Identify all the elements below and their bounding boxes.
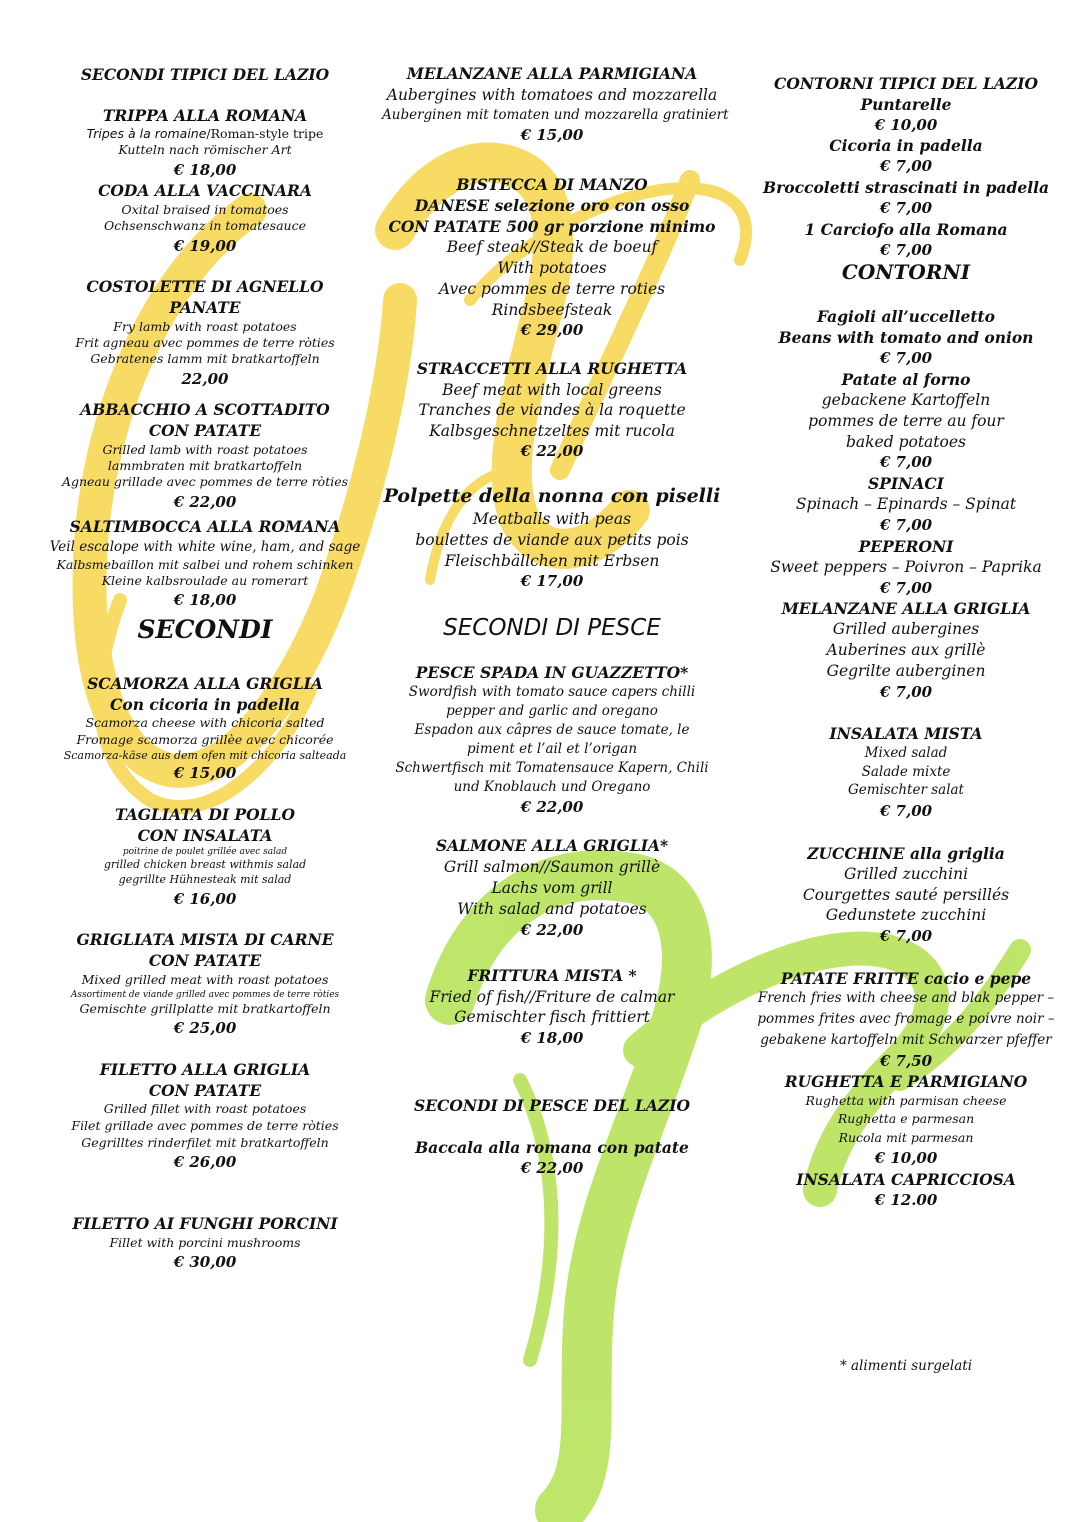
dish-description [40, 127, 370, 141]
column-piatti-e-pesce [382, 0, 729, 1522]
dish-price: € 7,00 [879, 516, 933, 534]
dish-price: € 17,00 [520, 572, 584, 590]
dish-description: Gemischter salat [847, 782, 964, 798]
dish-description: Salade mixte [861, 764, 951, 780]
dish-description: Scamorza-käse aus dem ofen mit chicoria salteada [63, 749, 347, 762]
dish-name: Cicoria in padella [829, 136, 983, 155]
dish-price: € 22,00 [520, 1159, 584, 1177]
dish-description: pepper and garlic and oregano [446, 703, 658, 719]
dish-price: € 29,00 [520, 321, 584, 339]
dish-price: € 7,00 [879, 157, 933, 175]
dish-name: Beans with tomato and onion [778, 328, 1034, 347]
dish-description: Kalbsmebaillon mit salbei und rohem schinken [56, 557, 354, 572]
dish-price: € 7,00 [879, 927, 933, 945]
column-secondi [40, 0, 370, 1522]
dish-name: Broccoletti strascinati in padella [762, 178, 1050, 197]
dish-price: € 19,00 [173, 237, 237, 255]
dish-description: Rughetta with parmisan cheese [805, 1093, 1007, 1108]
column-contorni [740, 0, 1072, 1522]
dish-price: 22,00 [181, 370, 229, 388]
dish-description: Schwertfisch mit Tomatensauce Kapern, Chili [395, 760, 709, 776]
dish-description: und Knoblauch und Oregano [453, 779, 651, 795]
section-header-contorni: CONTORNI [841, 260, 971, 284]
dish-price: € 7,00 [879, 802, 933, 820]
dish-description: Fried of fish//Friture de calmar [429, 988, 675, 1006]
dish-description: Tranches de viandes à la roquette [418, 401, 686, 419]
dish-name: SPINACI [868, 474, 944, 493]
section-header-secondi-pesce: SECONDI DI PESCE [443, 615, 661, 641]
dish-description-part: /Roman-style tripe [206, 126, 324, 141]
dish-description: Rughetta e parmesan [837, 1111, 975, 1126]
dish-description: Filet grillade avec pommes de terre ròties [71, 1118, 339, 1133]
dish-description: Fry lamb with roast potatoes [113, 319, 297, 334]
dish-description: Mixed grilled meat with roast potatoes [81, 972, 329, 987]
dish-description: With potatoes [497, 259, 607, 277]
dish-description: gebackene Kartoffeln [821, 391, 991, 409]
dish-name: PESCE SPADA IN GUAZZETTO* [415, 663, 689, 682]
dish-price: € 7,50 [879, 1052, 933, 1070]
dish-name: Baccala alla romana con patate [415, 1138, 689, 1157]
dish-description: Beef steak//Steak de boeuf [446, 238, 658, 256]
dish-description: Kutteln nach römischer Art [118, 142, 292, 157]
dish-description: Courgettes sauté persillés [802, 886, 1010, 904]
dish-description-part: Tripes à la romaine [86, 126, 207, 141]
dish-price: € 15,00 [520, 126, 584, 144]
dish-name: MELANZANE ALLA PARMIGIANA [406, 64, 698, 83]
dish-price: € 26,00 [173, 1153, 237, 1171]
dish-description: Oxital braised in tomatoes [121, 202, 289, 217]
dish-description: Rindsbeefsteak [491, 301, 613, 319]
dish-description: French fries with cheese and blak pepper – [757, 990, 1055, 1006]
dish-description: Aubergines with tomatoes and mozzarella [386, 86, 718, 104]
dish-name: ZUCCHINE alla griglia [807, 844, 1005, 863]
section-header-secondi: SECONDI [137, 615, 273, 644]
dish-price: € 15,00 [173, 764, 237, 782]
dish-name: ABBACCHIO A SCOTTADITO [80, 400, 330, 419]
dish-name: STRACCETTI ALLA RUGHETTA [416, 359, 688, 378]
dish-description: Fleischbällchen mit Erbsen [444, 552, 660, 570]
dish-price: € 18,00 [520, 1029, 584, 1047]
dish-price: € 10,00 [874, 116, 938, 134]
dish-description: Kleine kalbsroulade au romerart [101, 573, 309, 588]
dish-description: Agneau grillade avec pommes de terre ròties [61, 474, 349, 489]
dish-description: Gegrilltes rinderfilet mit bratkartoffeln [81, 1135, 329, 1150]
dish-description: gegrillte Hühnesteak mit salad [118, 873, 292, 886]
dish-description: Beef meat with local greens [442, 381, 662, 399]
dish-description: pommes de terre au four [808, 412, 1004, 430]
dish-name: Fagioli all’uccelletto [817, 307, 995, 326]
dish-name: 1 Carciofo alla Romana [804, 220, 1008, 239]
dish-price: € 7,00 [879, 349, 933, 367]
dish-description: Fillet with porcini mushrooms [109, 1235, 301, 1250]
dish-description: Assortiment de viande grilled avec pommes de terre ròties [70, 990, 340, 1000]
dish-price: € 7,00 [879, 241, 933, 259]
dish-name: SALMONE ALLA GRIGLIA* [435, 836, 669, 855]
dish-price: € 7,00 [879, 453, 933, 471]
dish-description: grilled chicken breast withmis salad [103, 858, 307, 871]
dish-name: DANESE selezione oro con osso [414, 196, 690, 215]
dish-name: INSALATA MISTA [829, 724, 983, 743]
dish-description: Rucola mit parmesan [838, 1130, 974, 1145]
dish-description: Grilled aubergines [832, 620, 980, 638]
dish-name: FRITTURA MISTA * [467, 966, 637, 985]
dish-description: Grilled lamb with roast potatoes [102, 442, 308, 457]
dish-name: PATATE FRITTE cacio e pepe [780, 969, 1032, 988]
dish-description: With salad and potatoes [457, 900, 647, 918]
dish-name: CON PATATE [148, 421, 262, 440]
dish-price: € 18,00 [173, 591, 237, 609]
dish-description: Spinach – Epinards – Spinat [795, 495, 1017, 513]
dish-name: Polpette della nonna con piselli [383, 485, 721, 507]
dish-description: Kalbsgeschnetzeltes mit rucola [429, 422, 675, 440]
dish-description: baked potatoes [846, 433, 966, 451]
dish-price: € 22,00 [173, 493, 237, 511]
dish-name: GRIGLIATA MISTA DI CARNE [76, 930, 334, 949]
dish-description: Frit agneau avec pommes de terre ròties [75, 335, 335, 350]
dish-price: € 22,00 [520, 798, 584, 816]
dish-price: € 10,00 [874, 1149, 938, 1167]
dish-name: TAGLIATA DI POLLO [115, 805, 295, 824]
dish-name: SCAMORZA ALLA GRIGLIA [87, 674, 323, 693]
dish-description: Veil escalope with white wine, ham, and sage [49, 539, 361, 555]
dish-name: PEPERONI [858, 537, 954, 556]
dish-description: Avec pommes de terre roties [438, 280, 666, 298]
dish-description: Mixed salad [864, 745, 948, 761]
dish-price: € 30,00 [173, 1253, 237, 1271]
dish-price: € 22,00 [520, 442, 584, 460]
dish-price: € 12.00 [874, 1191, 938, 1209]
dish-description: piment et l’ail et l’origan [466, 741, 638, 757]
dish-price: € 7,00 [879, 683, 933, 701]
dish-description: Gemischte grillplatte mit bratkartoffeln [79, 1001, 331, 1016]
dish-description: Grilled fillet with roast potatoes [103, 1101, 307, 1116]
dish-name: CON PATATE [148, 1081, 262, 1100]
dish-price: € 7,00 [879, 579, 933, 597]
dish-name: RUGHETTA E PARMIGIANO [784, 1072, 1028, 1091]
dish-name: Puntarelle [860, 95, 952, 114]
dish-description: gebakene kartoffeln mit Schwarzer pfeffer [760, 1032, 1052, 1048]
dish-description: Gemischter fisch frittiert [454, 1008, 650, 1026]
dish-name: INSALATA CAPRICCIOSA [796, 1170, 1016, 1189]
dish-price: € 25,00 [173, 1019, 237, 1037]
dish-price: € 16,00 [173, 890, 237, 908]
section-header-contorni-lazio: CONTORNI TIPICI DEL LAZIO [774, 74, 1038, 93]
dish-description: Gebratenes lamm mit bratkartoffeln [90, 351, 320, 366]
dish-description: Sweet peppers – Poivron – Paprika [770, 558, 1042, 576]
dish-name: COSTOLETTE DI AGNELLO [86, 277, 324, 296]
dish-name: FILETTO AI FUNGHI PORCINI [72, 1214, 338, 1233]
dish-description: Swordfish with tomato sauce capers chilli [408, 684, 696, 700]
dish-description: Grill salmon//Saumon grillè [443, 858, 661, 876]
dish-description: Gedunstete zucchini [825, 906, 987, 924]
dish-price: € 22,00 [520, 921, 584, 939]
dish-description: pommes frites avec fromage e poivre noir – [757, 1011, 1055, 1027]
dish-name: BISTECCA DI MANZO [456, 175, 648, 194]
section-header-secondi-lazio: SECONDI TIPICI DEL LAZIO [80, 65, 330, 84]
dish-name: FILETTO ALLA GRIGLIA [99, 1060, 311, 1079]
dish-name: CODA ALLA VACCINARA [98, 181, 312, 200]
dish-name: CON PATATE [148, 951, 262, 970]
dish-price: € 7,00 [879, 199, 933, 217]
section-header-pesce-lazio: SECONDI DI PESCE DEL LAZIO [414, 1096, 690, 1115]
dish-description: poitrine de poulet grillée avec salad [122, 847, 288, 857]
dish-name: MELANZANE ALLA GRIGLIA [781, 599, 1031, 618]
dish-description: Auberginen mit tomaten und mozzarella gratiniert [382, 107, 729, 123]
dish-price: € 18,00 [173, 161, 237, 179]
dish-description: Fromage scamorza grillèe avec chicorée [76, 732, 334, 747]
dish-name: TRIPPA ALLA ROMANA [102, 106, 308, 125]
dish-description: lammbraten mit bratkartoffeln [107, 458, 303, 473]
dish-name: CON PATATE 500 gr porzione minimo [388, 217, 716, 236]
dish-description: Scamorza cheese with chicoria salted [85, 715, 325, 730]
dish-name: SALTIMBOCCA ALLA ROMANA [69, 517, 341, 536]
dish-description: Auberines aux grillè [826, 641, 986, 659]
dish-name: Patate al forno [841, 370, 971, 389]
dish-name: PANATE [169, 298, 241, 317]
dish-name: Con cicoria in padella [110, 695, 300, 714]
dish-description: Espadon aux câpres de sauce tomate, le [414, 722, 690, 738]
dish-description: boulettes de viande aux petits pois [415, 531, 689, 549]
dish-description: Lachs vom grill [491, 879, 613, 897]
dish-description: Grilled zucchini [843, 865, 969, 883]
dish-name: CON INSALATA [137, 826, 273, 845]
dish-description: Ochsenschwanz in tomatesauce [103, 218, 306, 233]
footnote-frozen-foods: * alimenti surgelati [839, 1358, 973, 1374]
dish-description: Gegrilte auberginen [826, 662, 986, 680]
dish-description: Meatballs with peas [472, 510, 632, 528]
